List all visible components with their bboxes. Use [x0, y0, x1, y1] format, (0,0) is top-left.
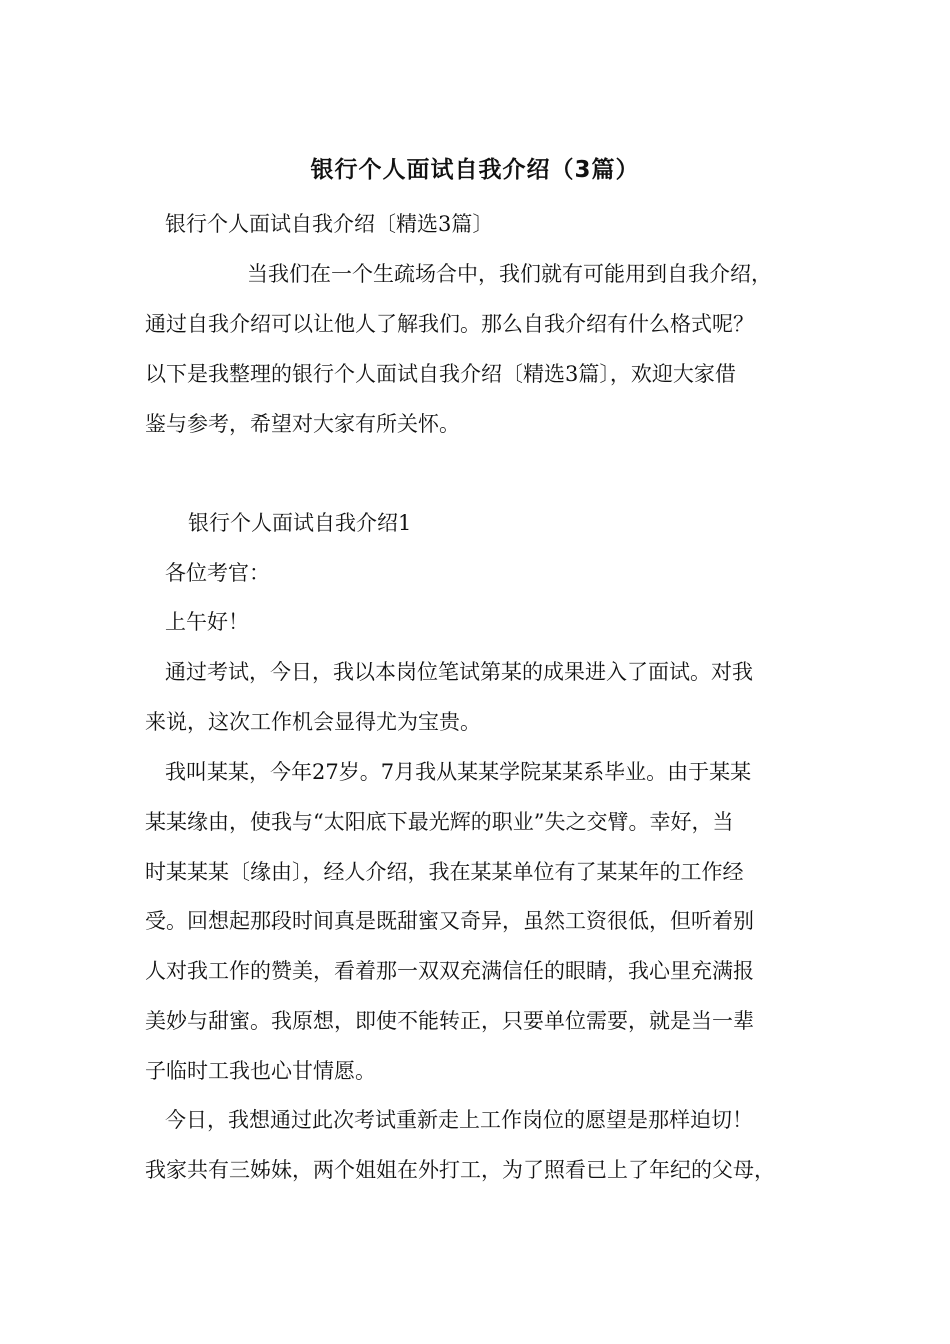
body-line-8: 美妙与甜蜜。我原想，即使不能转正，只要单位需要，就是当一辈: [145, 1009, 754, 1033]
body-line-9: 子临时工我也心甘情愿。: [145, 1059, 376, 1083]
body-line-6: 受。回想起那段时间真是既甜蜜又奇异，虽然工资很低，但听着别: [145, 909, 754, 933]
body-line-10: 今日，我想通过此次考试重新走上工作岗位的愿望是那样迫切！: [165, 1108, 753, 1132]
body-line-4: 某某缘由，使我与“太阳底下最光辉的职业”失之交臂。幸好，当: [145, 810, 734, 834]
body-line-5: 时某某某〔缘由〕，经人介绍，我在某某单位有了某某年的工作经: [145, 860, 744, 884]
intro-line-4: 鉴与参考，希望对大家有所关怀。: [145, 412, 460, 436]
body-line-11: 我家共有三姊妹，两个姐姐在外打工，为了照看已上了年纪的父母，: [145, 1158, 775, 1182]
greeting-line: 上午好！: [165, 610, 249, 634]
body-line-3: 我叫某某，今年27岁。7月我从某某学院某某系毕业。由于某某: [165, 760, 752, 784]
section-heading: 银行个人面试自我介绍1: [188, 511, 412, 535]
intro-line-1: 当我们在一个生疏场合中，我们就有可能用到自我介绍，: [247, 262, 772, 286]
salutation-line: 各位考官：: [165, 561, 270, 585]
body-line-2: 来说，这次工作机会显得尤为宝贵。: [145, 710, 481, 734]
intro-line-3: 以下是我整理的银行个人面试自我介绍〔精选3篇〕，欢迎大家借: [145, 362, 736, 386]
body-line-1: 通过考试，今日，我以本岗位笔试第某的成果进入了面试。对我: [165, 660, 753, 684]
body-line-7: 人对我工作的赞美，看着那一双双充满信任的眼睛，我心里充满报: [145, 959, 754, 983]
subtitle-line: 银行个人面试自我介绍〔精选3篇〕: [165, 212, 494, 236]
intro-line-2: 通过自我介绍可以让他人了解我们。那么自我介绍有什么格式呢？: [145, 312, 754, 336]
document-title: 银行个人面试自我介绍（3篇）: [310, 157, 640, 183]
